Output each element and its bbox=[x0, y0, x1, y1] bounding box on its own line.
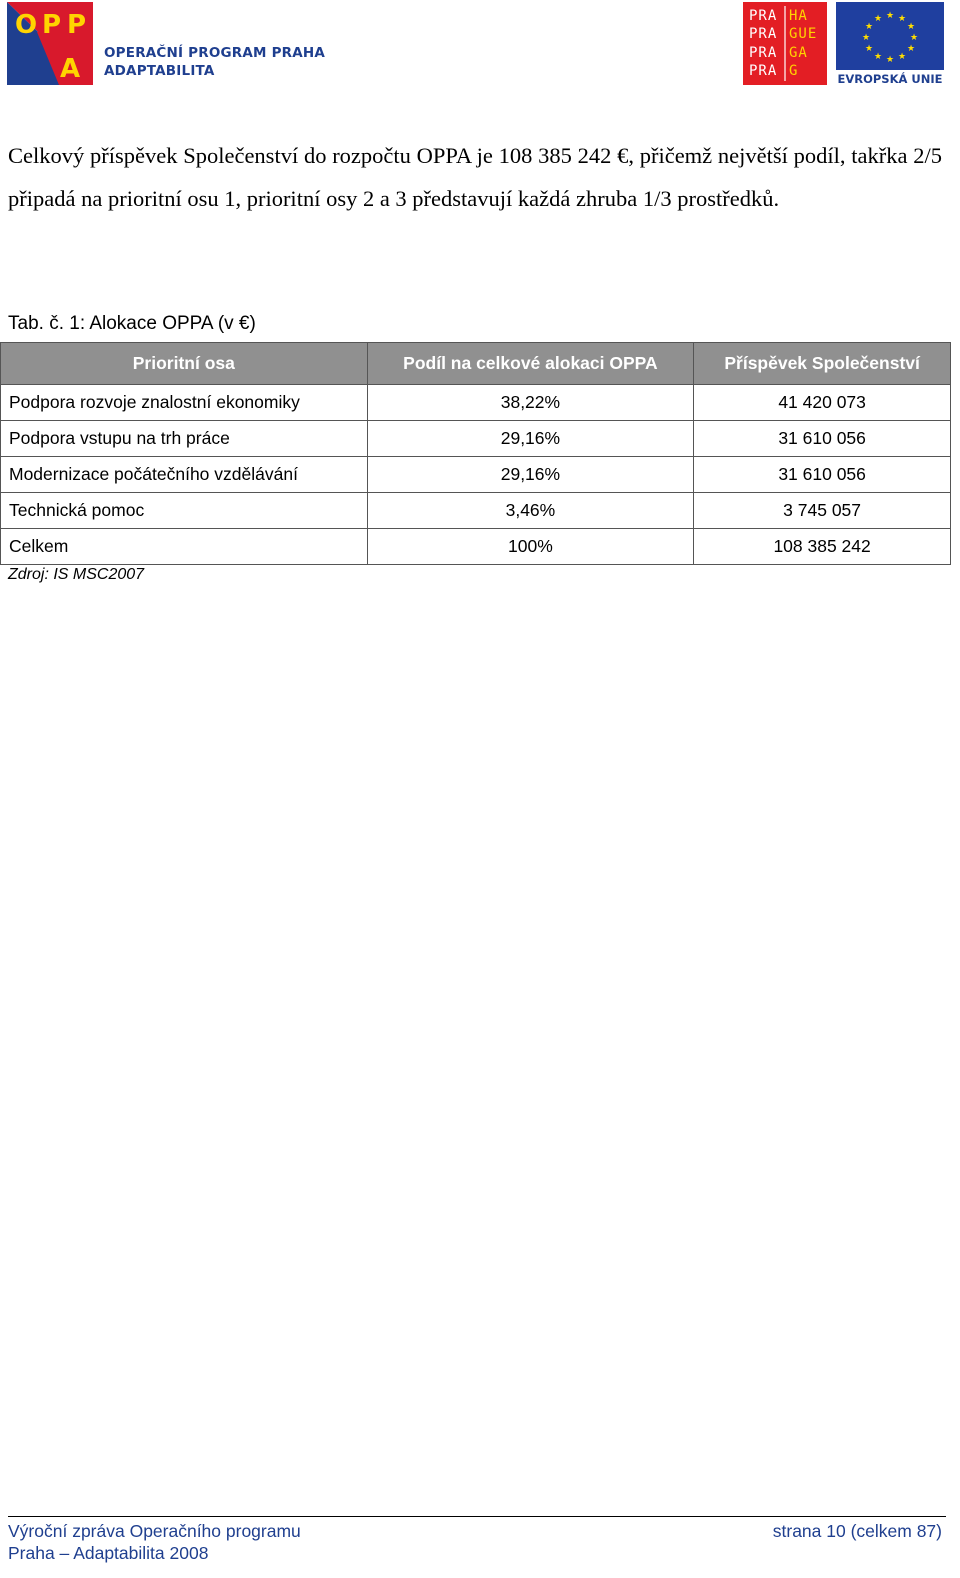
header-contribution: Příspěvek Společenství bbox=[694, 343, 951, 385]
svg-text:★: ★ bbox=[864, 44, 874, 54]
svg-text:★: ★ bbox=[873, 14, 883, 24]
svg-text:★: ★ bbox=[885, 11, 895, 21]
row-contribution: 3 745 057 bbox=[694, 493, 951, 529]
allocation-table bbox=[0, 342, 951, 565]
table-source: Zdroj: IS MSC2007 bbox=[8, 566, 145, 583]
intro-paragraph: Celkový příspěvek Společenství do rozpočtu OPPA je 108 385 242 €, přičemž největší podíl, takřka 2/5 připadá na prioritní osu 1, prioritní osy 2 a 3 představují každá zhruba 1/3 prostředků. bbox=[8, 143, 942, 211]
total-share: 100% bbox=[367, 529, 694, 565]
oppa-title-line1: OPERAČNÍ PROGRAM PRAHA bbox=[104, 45, 326, 61]
table-header-row bbox=[1, 343, 951, 385]
footer-left-line1: Výroční zpráva Operačního programu bbox=[8, 1521, 301, 1541]
row-axis-name: Technická pomoc bbox=[1, 493, 368, 529]
svg-text:★: ★ bbox=[861, 33, 871, 43]
table-row bbox=[1, 457, 951, 493]
svg-text:★: ★ bbox=[906, 44, 916, 54]
row-axis-name: Podpora rozvoje znalostní ekonomiky bbox=[1, 385, 368, 421]
oppa-logo bbox=[7, 2, 93, 85]
row-contribution: 41 420 073 bbox=[694, 385, 951, 421]
praha-row3-left: PRA bbox=[749, 45, 778, 61]
row-contribution: 31 610 056 bbox=[694, 457, 951, 493]
oppa-title-line2: ADAPTABILITA bbox=[104, 63, 215, 79]
table-caption: Tab. č. 1: Alokace OPPA (v €) bbox=[8, 313, 256, 334]
svg-text:★: ★ bbox=[873, 52, 883, 62]
oppa-letter-o1: O bbox=[15, 10, 38, 40]
row-share: 3,46% bbox=[367, 493, 694, 529]
footer-report-title bbox=[8, 1520, 301, 1564]
oppa-letter-p1: P bbox=[42, 10, 62, 40]
oppa-title bbox=[104, 44, 325, 80]
svg-text:★: ★ bbox=[906, 22, 916, 32]
praha-row1-left: PRA bbox=[749, 8, 778, 24]
svg-text:★: ★ bbox=[897, 14, 907, 24]
oppa-letter-a: A bbox=[60, 54, 81, 84]
header-share: Podíl na celkové alokaci OPPA bbox=[367, 343, 694, 385]
row-share: 29,16% bbox=[367, 421, 694, 457]
praha-row1-right: HA bbox=[789, 8, 808, 24]
row-share: 29,16% bbox=[367, 457, 694, 493]
total-contribution: 108 385 242 bbox=[694, 529, 951, 565]
praha-row4-left: PRA bbox=[749, 63, 778, 79]
row-contribution: 31 610 056 bbox=[694, 421, 951, 457]
praha-logo bbox=[743, 2, 827, 85]
oppa-letter-p2: P bbox=[67, 10, 87, 40]
footer-divider bbox=[8, 1516, 946, 1517]
row-axis-name: Modernizace počátečního vzdělávání bbox=[1, 457, 368, 493]
row-share: 38,22% bbox=[367, 385, 694, 421]
praha-row2-left: PRA bbox=[749, 26, 778, 42]
row-axis-name: Podpora vstupu na trh práce bbox=[1, 421, 368, 457]
footer-page-number: strana 10 (celkem 87) bbox=[772, 1521, 942, 1541]
svg-text:★: ★ bbox=[864, 22, 874, 32]
table-total-row bbox=[1, 529, 951, 565]
table-row bbox=[1, 493, 951, 529]
footer-left-line2: Praha – Adaptabilita 2008 bbox=[8, 1543, 209, 1563]
eu-flag-logo bbox=[836, 2, 944, 86]
svg-text:★: ★ bbox=[897, 52, 907, 62]
praha-row2-right: GUE bbox=[789, 26, 818, 42]
table-row bbox=[1, 385, 951, 421]
svg-text:★: ★ bbox=[885, 55, 895, 65]
table-row bbox=[1, 421, 951, 457]
total-label: Celkem bbox=[1, 529, 368, 565]
header-priority-axis: Prioritní osa bbox=[1, 343, 368, 385]
eu-label: EVROPSKÁ UNIE bbox=[837, 72, 943, 86]
praha-row3-right: GA bbox=[789, 45, 808, 61]
svg-text:★: ★ bbox=[909, 33, 919, 43]
praha-row4-right: G bbox=[789, 63, 799, 79]
